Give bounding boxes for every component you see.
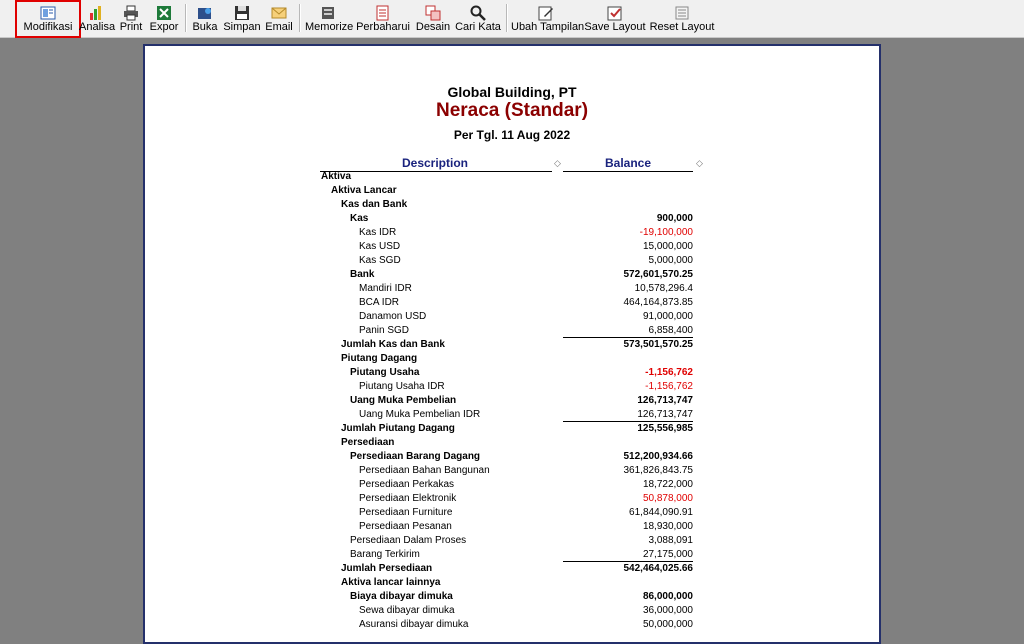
expor-button[interactable]	[148, 2, 180, 36]
sort-diamond-icon[interactable]: ◇	[554, 158, 561, 168]
row-description: Kas SGD	[359, 255, 401, 266]
ubah-tampilan-label: Ubah Tampilan	[511, 21, 585, 33]
simpan-button[interactable]	[223, 2, 261, 36]
row-description: Persediaan Barang Dagang	[350, 451, 481, 462]
row-balance: 6,858,400	[648, 325, 693, 336]
row-balance: 61,844,090.91	[629, 507, 693, 518]
toolbar-separator	[185, 4, 187, 32]
report-row[interactable]	[320, 254, 693, 268]
row-description: BCA IDR	[359, 297, 400, 308]
row-description: Uang Muka Pembelian IDR	[359, 409, 481, 420]
row-description: Mandiri IDR	[359, 283, 412, 294]
row-description: Piutang Usaha IDR	[359, 381, 445, 392]
row-description: Piutang Dagang	[341, 353, 418, 364]
desain-button[interactable]	[414, 2, 452, 36]
reset-layout-icon	[674, 5, 690, 21]
report-row[interactable]	[320, 562, 693, 576]
toolbar-separator	[299, 4, 301, 32]
row-description: Jumlah Persediaan	[341, 563, 433, 574]
edit-view-icon	[538, 5, 554, 21]
row-balance: 126,713,747	[637, 409, 693, 420]
row-description: Jumlah Kas dan Bank	[341, 339, 445, 350]
buka-button[interactable]	[191, 2, 219, 36]
row-description: Uang Muka Pembelian	[350, 395, 457, 406]
row-description: Persediaan Bahan Bangunan	[359, 465, 490, 476]
row-balance: 18,930,000	[642, 521, 693, 532]
report-row[interactable]	[320, 436, 693, 450]
row-balance: 5,000,000	[648, 255, 693, 266]
row-description: Persediaan Perkakas	[359, 479, 455, 490]
memorize-button[interactable]	[305, 2, 354, 36]
report-page	[143, 44, 881, 644]
row-balance: 27,175,000	[642, 549, 693, 560]
toolbar-separator	[506, 4, 508, 32]
row-balance: 10,578,296.4	[634, 283, 693, 294]
reset-layout-button[interactable]	[649, 2, 715, 36]
row-description: Jumlah Piutang Dagang	[341, 423, 455, 434]
report-row[interactable]	[320, 170, 693, 184]
modifikasi-button[interactable]	[17, 2, 79, 36]
report-row[interactable]	[320, 590, 693, 604]
report-row[interactable]	[320, 324, 693, 338]
report-row[interactable]	[320, 408, 693, 422]
print-button[interactable]	[117, 2, 145, 36]
report-title: Neraca (Standar)	[435, 100, 589, 121]
envelope-icon	[271, 5, 287, 21]
memorize-label: Memorize	[305, 21, 354, 33]
modifikasi-label: Modifikasi	[23, 21, 73, 33]
simpan-label: Simpan	[223, 21, 261, 33]
row-balance: 50,000,000	[642, 619, 693, 630]
report-row[interactable]	[320, 282, 693, 296]
row-description: Bank	[350, 269, 375, 280]
row-balance: 512,200,934.66	[623, 451, 693, 462]
row-description: Danamon USD	[359, 311, 427, 322]
row-balance: 50,878,000	[642, 493, 693, 504]
row-description: Piutang Usaha	[350, 367, 420, 378]
row-description: Aktiva Lancar	[331, 185, 397, 196]
row-balance: -1,156,762	[645, 381, 693, 392]
row-balance: 3,088,091	[648, 535, 693, 546]
row-balance: 15,000,000	[642, 241, 693, 252]
reset-layout-label: Reset Layout	[649, 21, 715, 33]
row-description: Aktiva lancar lainnya	[341, 577, 441, 588]
report-row[interactable]	[320, 394, 693, 408]
report-row[interactable]	[320, 198, 693, 212]
row-description: Kas USD	[359, 241, 401, 252]
save-layout-icon	[607, 5, 623, 21]
report-row[interactable]	[320, 618, 693, 632]
row-balance: 36,000,000	[642, 605, 693, 616]
row-balance: 573,501,570.25	[623, 339, 693, 350]
row-description: Kas	[350, 213, 369, 224]
report-row[interactable]	[320, 338, 693, 352]
row-balance: 86,000,000	[642, 591, 693, 602]
report-row[interactable]	[320, 520, 693, 534]
expor-label: Expor	[149, 21, 179, 33]
memorize-icon	[320, 5, 336, 21]
row-balance: 361,826,843.75	[623, 465, 693, 476]
row-balance: 572,601,570.25	[623, 269, 693, 280]
cari-kata-button[interactable]	[455, 2, 501, 36]
row-description: Persediaan Elektronik	[359, 493, 457, 504]
row-description: Persediaan Pesanan	[359, 521, 452, 532]
printer-icon	[123, 5, 139, 21]
ubah-tampilan-button[interactable]	[511, 2, 585, 36]
report-row[interactable]	[320, 310, 693, 324]
row-description: Kas dan Bank	[341, 199, 408, 210]
report-row[interactable]	[320, 548, 693, 562]
report-row[interactable]	[320, 184, 693, 198]
row-balance: 900,000	[656, 213, 693, 224]
report-row[interactable]	[320, 212, 693, 226]
email-label: Email	[265, 21, 293, 33]
sort-diamond-icon[interactable]: ◇	[696, 158, 703, 168]
row-balance: 542,464,025.66	[623, 563, 693, 574]
row-description: Barang Terkirim	[350, 549, 420, 560]
report-row[interactable]	[320, 268, 693, 282]
company-name: Global Building, PT	[447, 84, 577, 100]
row-description: Asuransi dibayar dimuka	[359, 619, 469, 630]
desain-label: Desain	[415, 21, 451, 33]
report-row[interactable]	[320, 464, 693, 478]
save-layout-label: Save Layout	[584, 21, 646, 33]
row-description: Persediaan	[341, 437, 395, 448]
report-row[interactable]	[320, 352, 693, 366]
report-row[interactable]	[320, 240, 693, 254]
column-header-balance[interactable]: Balance	[604, 156, 652, 170]
report-row[interactable]	[320, 296, 693, 310]
save-layout-button[interactable]	[584, 2, 646, 36]
row-description: Biaya dibayar dimuka	[350, 591, 453, 602]
report-date: Per Tgl. 11 Aug 2022	[453, 128, 571, 142]
row-description: Persediaan Furniture	[359, 507, 453, 518]
refresh-report-icon	[375, 5, 391, 21]
excel-export-icon	[156, 5, 172, 21]
search-icon	[470, 5, 486, 21]
report-row[interactable]	[320, 422, 693, 436]
report-row[interactable]	[320, 576, 693, 590]
row-balance: -19,100,000	[639, 227, 693, 238]
open-folder-icon	[197, 5, 213, 21]
report-row[interactable]	[320, 366, 693, 380]
row-description: Sewa dibayar dimuka	[359, 605, 455, 616]
analisa-button[interactable]	[79, 2, 116, 36]
row-description: Persediaan Dalam Proses	[350, 535, 467, 546]
report-row[interactable]	[320, 380, 693, 394]
row-balance: 126,713,747	[637, 395, 693, 406]
row-balance: -1,156,762	[645, 367, 693, 378]
perbaharui-button[interactable]	[356, 2, 410, 36]
analisa-label: Analisa	[79, 21, 116, 33]
report-row[interactable]	[320, 506, 693, 520]
row-description: Kas IDR	[359, 227, 397, 238]
bar-chart-icon	[88, 5, 104, 21]
column-header-description[interactable]: Description	[401, 156, 468, 170]
save-disk-icon	[234, 5, 250, 21]
report-toolbar	[0, 0, 1024, 38]
report-row[interactable]	[320, 492, 693, 506]
row-balance: 91,000,000	[642, 311, 693, 322]
report-row[interactable]	[320, 604, 693, 618]
perbaharui-label: Perbaharui	[356, 21, 410, 33]
design-icon	[425, 5, 441, 21]
print-label: Print	[119, 21, 143, 33]
row-balance: 125,556,985	[637, 423, 693, 434]
modify-report-icon	[40, 5, 56, 21]
email-button[interactable]	[264, 2, 294, 36]
row-balance: 18,722,000	[642, 479, 693, 490]
buka-label: Buka	[192, 21, 218, 33]
report-row[interactable]	[320, 478, 693, 492]
row-description: Panin SGD	[359, 325, 410, 336]
report-row[interactable]	[320, 226, 693, 240]
report-row[interactable]	[320, 450, 693, 464]
report-row[interactable]	[320, 534, 693, 548]
cari-kata-label: Cari Kata	[455, 21, 501, 33]
row-description: Aktiva	[321, 171, 352, 182]
row-balance: 464,164,873.85	[623, 297, 693, 308]
